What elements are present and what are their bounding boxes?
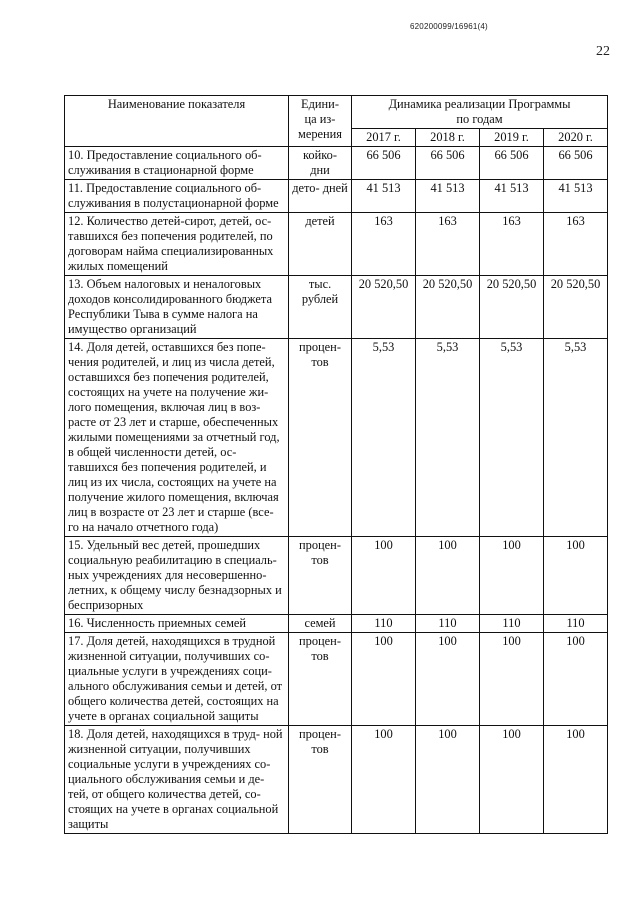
header-dynamics-line: Динамика реализации Программы bbox=[388, 97, 571, 111]
indicator-name: 18. Доля детей, находящихся в труд- ной жизненной ситуации, получивших социальные услуги в учреждениях со- циального обслуживания семьи и де- тей, от общего количества детей, со- стоящих на учете в органах социальной защиты bbox=[65, 726, 289, 834]
year-value: 163 bbox=[352, 213, 416, 276]
header-year: 2018 г. bbox=[416, 129, 480, 147]
year-value: 5,53 bbox=[416, 339, 480, 537]
year-value: 100 bbox=[416, 633, 480, 726]
year-value: 100 bbox=[352, 633, 416, 726]
header-dynamics-line: по годам bbox=[456, 112, 503, 126]
indicator-name: 12. Количество детей-сирот, детей, ос- тавшихся без попечения родителей, по договорам найма специализированных жилых помещений bbox=[65, 213, 289, 276]
indicator-unit: процен- тов bbox=[289, 339, 352, 537]
year-value: 41 513 bbox=[416, 180, 480, 213]
header-dynamics bbox=[352, 96, 608, 129]
indicator-unit: процен- тов bbox=[289, 726, 352, 834]
table-header-row bbox=[65, 96, 608, 129]
year-value: 20 520,50 bbox=[544, 276, 608, 339]
year-value: 110 bbox=[480, 615, 544, 633]
year-value: 163 bbox=[416, 213, 480, 276]
year-value: 66 506 bbox=[480, 147, 544, 180]
year-value: 41 513 bbox=[544, 180, 608, 213]
indicator-name: 16. Численность приемных семей bbox=[65, 615, 289, 633]
year-value: 5,53 bbox=[480, 339, 544, 537]
year-value: 5,53 bbox=[544, 339, 608, 537]
indicator-name: 17. Доля детей, находящихся в трудной жизненной ситуации, получивших со- циальные услуги в учреждениях соци- ального обслуживания семьи и детей, от общего количества детей, состоящих на учете в органах социальной защиты bbox=[65, 633, 289, 726]
table-row bbox=[65, 213, 608, 276]
indicator-unit: процен- тов bbox=[289, 537, 352, 615]
year-value: 20 520,50 bbox=[480, 276, 544, 339]
table-row bbox=[65, 147, 608, 180]
table-row bbox=[65, 180, 608, 213]
year-value: 100 bbox=[544, 537, 608, 615]
indicator-name: 11. Предоставление социального об- служивания в полустационарной форме bbox=[65, 180, 289, 213]
indicator-name: 10. Предоставление социального об- служивания в стационарной форме bbox=[65, 147, 289, 180]
table-row bbox=[65, 339, 608, 537]
year-value: 41 513 bbox=[480, 180, 544, 213]
table-body bbox=[65, 147, 608, 834]
header-year: 2017 г. bbox=[352, 129, 416, 147]
table-row bbox=[65, 726, 608, 834]
document-code: 620200099/16961(4) bbox=[410, 22, 488, 31]
year-value: 5,53 bbox=[352, 339, 416, 537]
year-value: 66 506 bbox=[544, 147, 608, 180]
indicator-name: 15. Удельный вес детей, прошедших социальную реабилитацию в специаль- ных учреждениях для несовершенно- летних, к общему числу безнадзорных и беспризорных bbox=[65, 537, 289, 615]
table-row bbox=[65, 537, 608, 615]
year-value: 100 bbox=[352, 726, 416, 834]
table-row bbox=[65, 633, 608, 726]
table-row bbox=[65, 276, 608, 339]
indicator-name: 14. Доля детей, оставшихся без попе- чения родителей, и лиц из числа детей, оставшихся без попечения родителей, состоящих на учете на получение жи- лого помещения, включая лиц в воз- расте от 23 лет и старше, обеспеченных жилыми помещениями за отчетный год, в общей численности детей, ос- тавшихся без попечения родителей, и лиц из их числа, состоящих на учете на получение жилого помещения, включая лиц в возрасте от 23 лет и старше (все- го на начало отчетного года) bbox=[65, 339, 289, 537]
indicator-unit: семей bbox=[289, 615, 352, 633]
year-value: 163 bbox=[544, 213, 608, 276]
year-value: 110 bbox=[544, 615, 608, 633]
page-number: 22 bbox=[596, 44, 610, 59]
year-value: 100 bbox=[544, 726, 608, 834]
indicators-table bbox=[64, 95, 608, 834]
year-value: 100 bbox=[480, 537, 544, 615]
year-value: 66 506 bbox=[352, 147, 416, 180]
year-value: 20 520,50 bbox=[416, 276, 480, 339]
year-value: 110 bbox=[416, 615, 480, 633]
year-value: 100 bbox=[352, 537, 416, 615]
header-unit bbox=[289, 96, 352, 147]
year-value: 100 bbox=[544, 633, 608, 726]
year-value: 20 520,50 bbox=[352, 276, 416, 339]
year-value: 66 506 bbox=[416, 147, 480, 180]
indicator-name: 13. Объем налоговых и неналоговых доходов консолидированного бюджета Республики Тыва в сумме налога на имущество организаций bbox=[65, 276, 289, 339]
indicator-unit: детей bbox=[289, 213, 352, 276]
year-value: 110 bbox=[352, 615, 416, 633]
header-indicator-name: Наименование показателя bbox=[65, 96, 289, 147]
header-year: 2019 г. bbox=[480, 129, 544, 147]
year-value: 100 bbox=[416, 726, 480, 834]
year-value: 100 bbox=[480, 726, 544, 834]
header-unit-line: мерения bbox=[298, 127, 342, 141]
indicator-unit: тыс. рублей bbox=[289, 276, 352, 339]
table-row bbox=[65, 615, 608, 633]
header-year: 2020 г. bbox=[544, 129, 608, 147]
year-value: 41 513 bbox=[352, 180, 416, 213]
indicator-unit: процен- тов bbox=[289, 633, 352, 726]
header-unit-line: Едини- bbox=[301, 97, 339, 111]
year-value: 100 bbox=[480, 633, 544, 726]
year-value: 100 bbox=[416, 537, 480, 615]
year-value: 163 bbox=[480, 213, 544, 276]
indicator-unit: дето- дней bbox=[289, 180, 352, 213]
indicator-unit: койко- дни bbox=[289, 147, 352, 180]
header-unit-line: ца из- bbox=[304, 112, 336, 126]
